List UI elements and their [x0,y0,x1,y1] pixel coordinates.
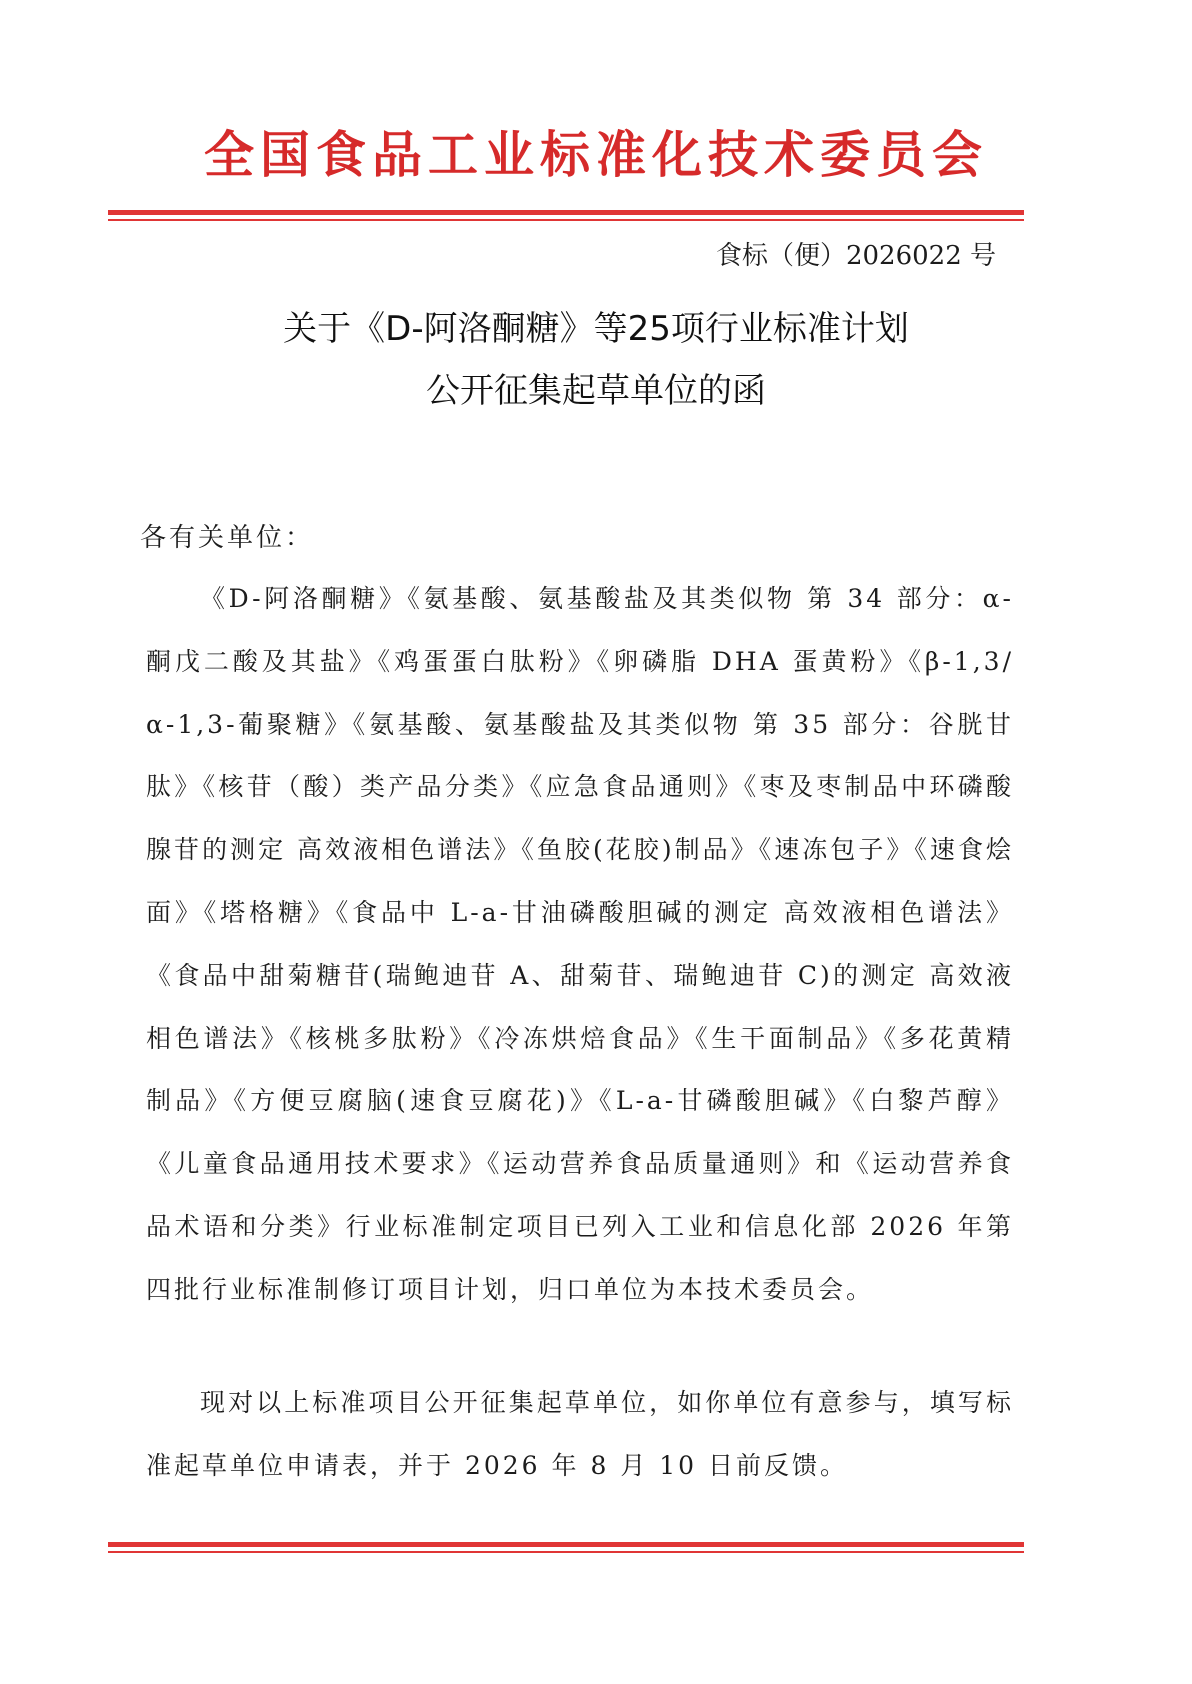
header-double-rule [108,210,1024,221]
document-title-line-1: 关于《D-阿洛酮糖》等25项行业标准计划 [283,309,909,349]
rule-thick-line [108,1542,1024,1547]
organization-title: 全国食品工业标准化技术委员会 [204,125,988,184]
salutation: 各有关单位： [140,523,315,553]
rule-thin-line [108,219,1024,221]
document-title [0,298,1192,422]
body-paragraph-standards-list: 《D-阿洛酮糖》《氨基酸、氨基酸盐及其类似物 第 34 部分：α-酮戊二酸及其盐》《鸡蛋蛋白肽粉》《卵磷脂 DHA 蛋黄粉》《β-1,3/α-1,3-葡聚糖》《氨基酸、氨基酸盐及其类似物 第 35 部分：谷胱甘肽》《核苷（酸）类产品分类》《应急食品通则》《枣及枣制品中环磷酸腺苷的测定 高效液相色谱法》《鱼胶(花胶)制品》《速冻包子》《速食烩面》《塔格糖》《食品中 L-a-甘油磷酸胆碱的测定 高效液相色谱法》《食品中甜菊糖苷(瑞鲍迪苷 A、甜菊苷、瑞鲍迪苷 C)的测定 高效液相色谱法》《核桃多肽粉》《冷冻烘焙食品》《生干面制品》《多花黄精制品》《方便豆腐脑(速食豆腐花)》《L-a-甘磷酸胆碱》《白黎芦醇》《儿童食品通用技术要求》《运动营养食品质量通则》和《运动营养食品术语和分类》行业标准制定项目已列入工业和信息化部 2026 年第四批行业标准制修订项目计划，归口单位为本技术委员会。 [146,584,1014,1304]
document-number: 食标（便）2026022 号 [715,241,996,271]
body-paragraph-call-for-drafters: 现对以上标准项目公开征集起草单位，如你单位有意参与，填写标准起草单位申请表，并于 2026 年 8 月 10 日前反馈。 [146,1388,1014,1480]
rule-thin-line [108,1551,1024,1553]
footer-double-rule [108,1542,1024,1553]
rule-thick-line [108,210,1024,215]
document-title-line-2: 公开征集起草单位的函 [426,371,766,411]
